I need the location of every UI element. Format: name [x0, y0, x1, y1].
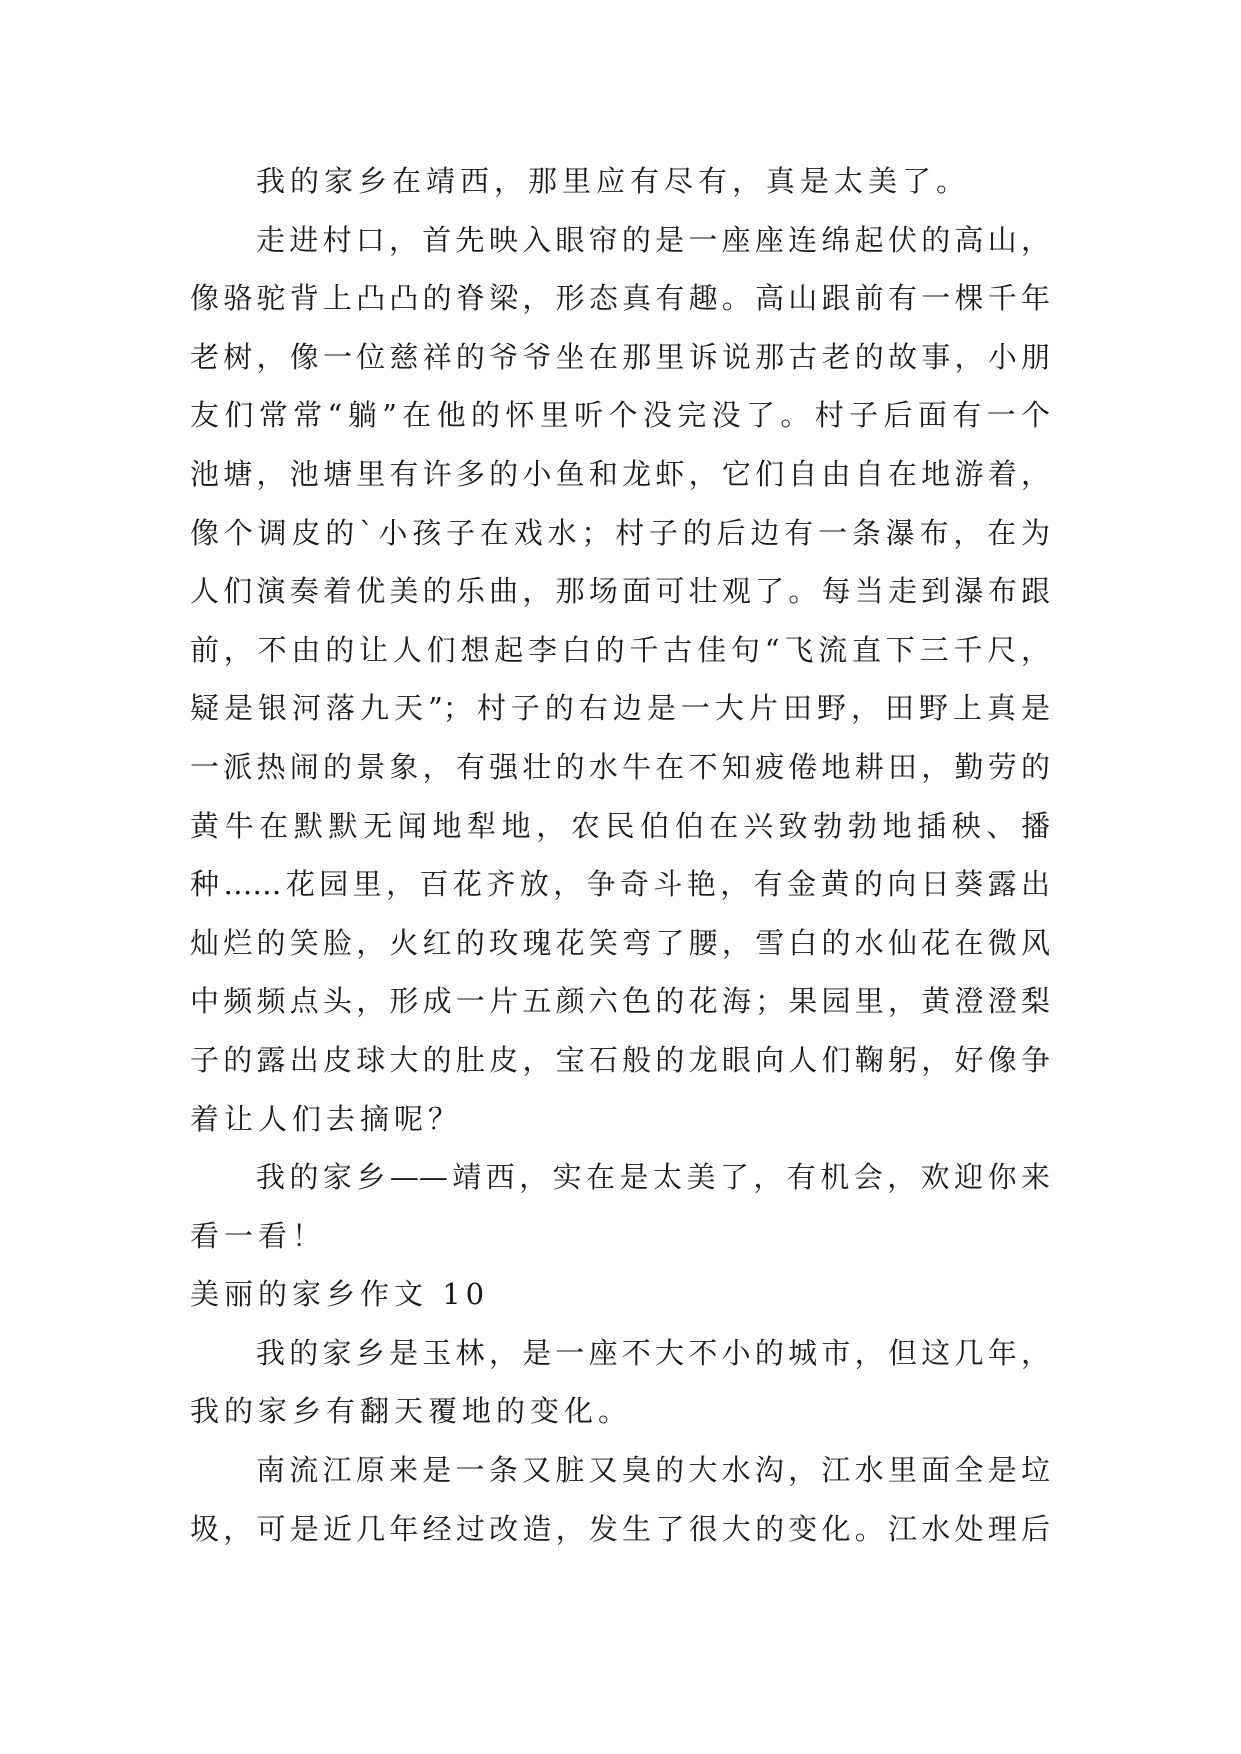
- paragraph-line: 种……花园里，百花齐放，争奇斗艳，有金黄的向日葵露出: [190, 867, 1050, 902]
- paragraph-line: 老树，像一位慈祥的爷爷坐在那里诉说那古老的故事，小朋: [190, 339, 1050, 374]
- paragraph-line: 像骆驼背上凸凸的脊梁，形态真有趣。高山跟前有一棵千年: [190, 281, 1050, 316]
- paragraph-line: 灿烂的笑脸，火红的玫瑰花笑弯了腰，雪白的水仙花在微风: [190, 925, 1050, 960]
- paragraph-line: 着让人们去摘呢？: [190, 1101, 463, 1136]
- paragraph-line: 前，不由的让人们想起李白的千古佳句“飞流直下三千尺，: [190, 632, 1050, 667]
- paragraph-line: 中频频点头，形成一片五颜六色的花海；果园里，黄澄澄梨: [190, 984, 1050, 1019]
- paragraph-line: 像个调皮的`小孩子在戏水；村子的后边有一条瀑布，在为: [190, 515, 1050, 550]
- section-heading: 美丽的家乡作文 10: [190, 1277, 490, 1312]
- paragraph-line: 我的家乡——靖西，实在是太美了，有机会，欢迎你来: [256, 1160, 1050, 1195]
- paragraph-line: 友们常常“躺”在他的怀里听个没完没了。村子后面有一个: [190, 398, 1050, 433]
- paragraph-line: 子的露出皮球大的肚皮，宝石般的龙眼向人们鞠躬，好像争: [190, 1042, 1050, 1077]
- paragraph-line: 人们演奏着优美的乐曲，那场面可壮观了。每当走到瀑布跟: [190, 574, 1050, 609]
- paragraph-line: 黄牛在默默无闻地犁地，农民伯伯在兴致勃勃地插秧、播: [190, 808, 1050, 843]
- paragraph-line: 南流江原来是一条又脏又臭的大水沟，江水里面全是垃: [256, 1453, 1050, 1488]
- document-body: [190, 152, 1050, 1558]
- paragraph-line: 疑是银河落九天”；村子的右边是一大片田野，田野上真是: [190, 691, 1050, 726]
- paragraph-line: 圾，可是近几年经过改造，发生了很大的变化。江水处理后: [190, 1511, 1050, 1546]
- paragraph-line: 走进村口，首先映入眼帘的是一座座连绵起伏的高山，: [256, 222, 1050, 257]
- paragraph-line: 池塘，池塘里有许多的小鱼和龙虾，它们自由自在地游着，: [190, 456, 1050, 491]
- paragraph-line: 一派热闹的景象，有强壮的水牛在不知疲倦地耕田，勤劳的: [190, 749, 1050, 784]
- paragraph-line: 看一看！: [190, 1218, 327, 1253]
- paragraph-line: 我的家乡有翻天覆地的变化。: [190, 1394, 633, 1429]
- paragraph-line: 我的家乡在靖西，那里应有尽有，真是太美了。: [256, 164, 971, 198]
- paragraph-line: 我的家乡是玉林，是一座不大不小的城市，但这几年，: [256, 1335, 1050, 1370]
